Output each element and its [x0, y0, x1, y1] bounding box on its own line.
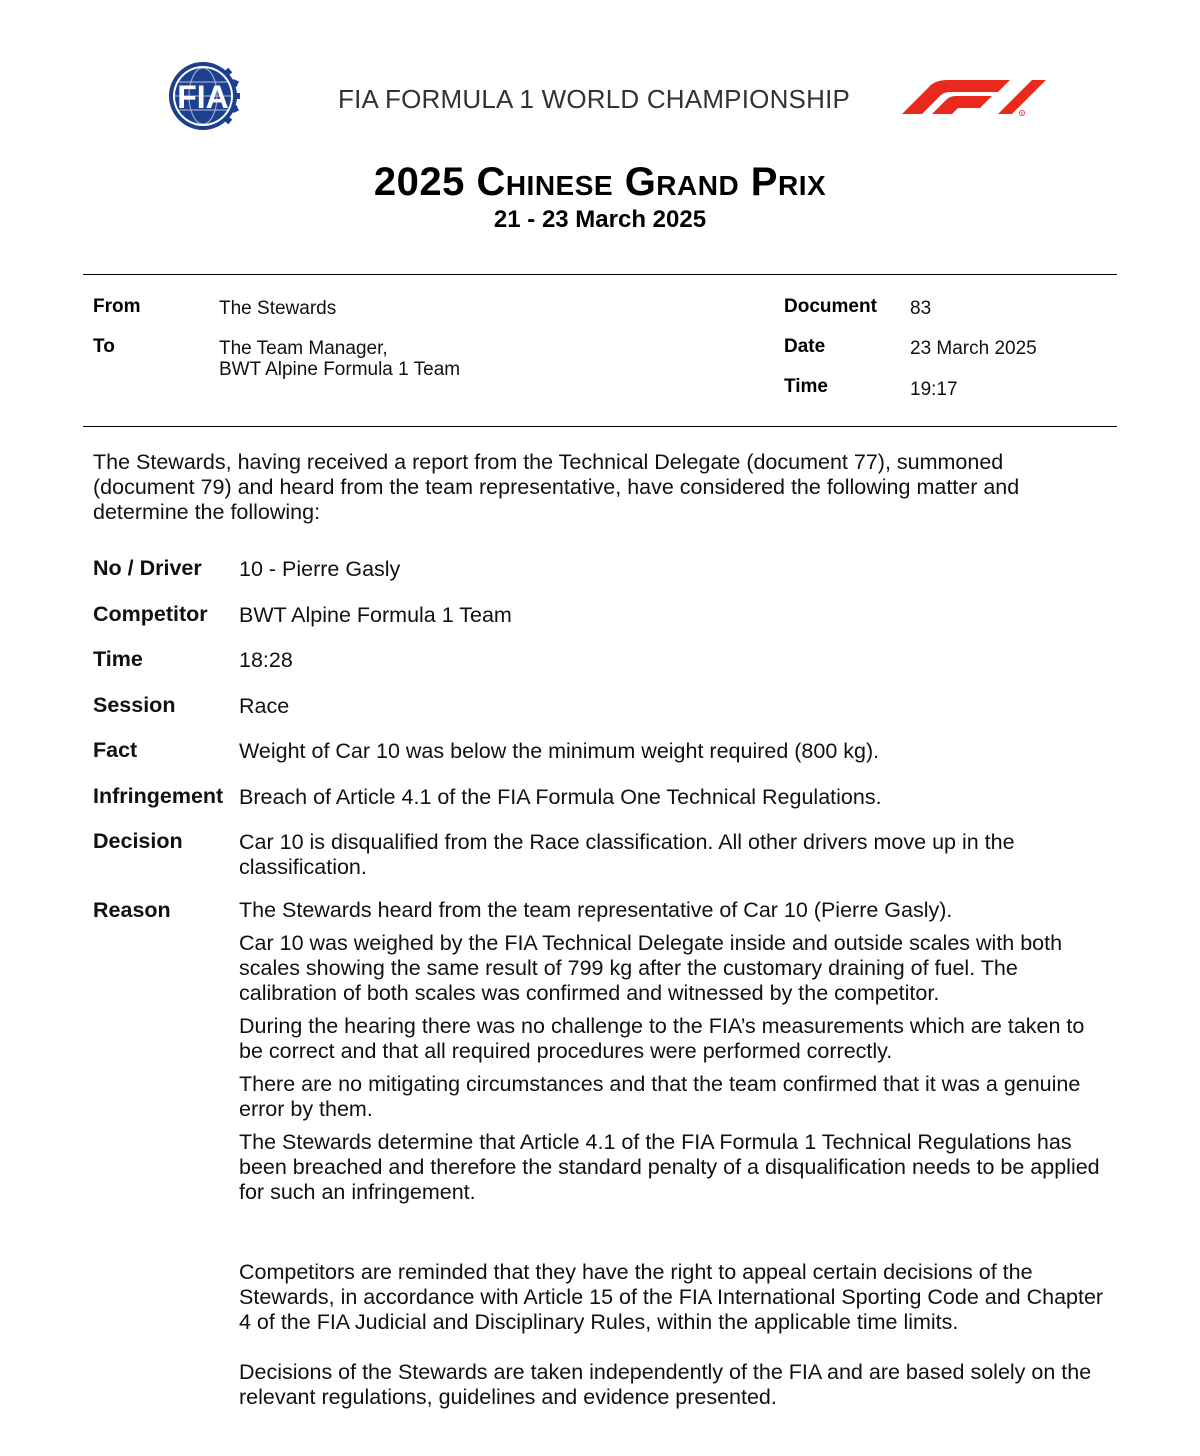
championship-title: FIA FORMULA 1 WORLD CHAMPIONSHIP [338, 84, 851, 114]
driver-label: No / Driver [93, 556, 202, 580]
from-value: The Stewards [219, 298, 337, 319]
reason-paragraph: There are no mitigating circumstances and that the team confirmed that it was a genuine error by them. [239, 1072, 1081, 1121]
competitor-value: BWT Alpine Formula 1 Team [239, 603, 512, 627]
fact-label: Fact [93, 738, 138, 762]
appeal-notice: Competitors are reminded that they have the right to appeal certain decisions of the Stewards, in accordance with Article 15 of the FIA International Sporting Code and Chapter 4 of the FIA Judicial and Disciplinary Rules, within the applicable time limits. [239, 1260, 1104, 1334]
infringement-label: Infringement [93, 784, 224, 808]
date-label: Date [784, 336, 826, 357]
f1-logo-icon [898, 76, 1048, 118]
incident-time-label: Time [93, 647, 143, 671]
fact-value: Weight of Car 10 was below the minimum weight required (800 kg). [239, 739, 880, 763]
driver-value: 10 - Pierre Gasly [239, 557, 401, 581]
document-label: Document [784, 296, 877, 317]
intro-paragraph: The Stewards, having received a report from the Technical Delegate (document 77), summoned (document 79) and heard from the team representative, have considered the following matter and determine the following: [93, 450, 1020, 524]
decision-label: Decision [93, 829, 183, 853]
decision-value: Car 10 is disqualified from the Race classification. All other drivers move up in the classification. [239, 830, 1015, 879]
from-label: From [93, 296, 141, 317]
incident-time-value: 18:28 [239, 648, 293, 672]
competitor-label: Competitor [93, 602, 208, 626]
time-value: 19:17 [910, 379, 958, 400]
session-value: Race [239, 694, 290, 718]
reason-label: Reason [93, 898, 171, 922]
grand-prix-dates: 21 - 23 March 2025 [493, 206, 707, 233]
fia-logo-icon [152, 60, 254, 132]
reason-paragraph: During the hearing there was no challenge to the FIA’s measurements which are taken to be correct and that all required procedures were performed correctly. [239, 1014, 1085, 1063]
fia-logo-text: FIA [177, 79, 229, 115]
reason-paragraph: The Stewards heard from the team representative of Car 10 (Pierre Gasly). [239, 898, 953, 922]
independence-notice: Decisions of the Stewards are taken independently of the FIA and are based solely on the relevant regulations, guidelines and evidence presented. [239, 1360, 1092, 1409]
time-label: Time [784, 376, 829, 397]
grand-prix-title: 2025 Chinese Grand Prix [373, 160, 827, 204]
header-divider-top [83, 274, 1117, 275]
infringement-value: Breach of Article 4.1 of the FIA Formula One Technical Regulations. [239, 785, 882, 809]
to-value-line2: BWT Alpine Formula 1 Team [219, 359, 461, 380]
to-label: To [93, 336, 115, 357]
date-value: 23 March 2025 [910, 338, 1037, 359]
svg-text:R: R [1020, 111, 1024, 116]
session-label: Session [93, 693, 176, 717]
reason-text [239, 898, 1109, 1213]
reason-paragraph: Car 10 was weighed by the FIA Technical Delegate inside and outside scales with both scales showing the same result of 799 kg after the customary draining of fuel. The calibration of both scales was confirmed and witnessed by the competitor. [239, 931, 1063, 1005]
reason-paragraph: The Stewards determine that Article 4.1 of the FIA Formula 1 Technical Regulations has been breached and therefore the standard penalty of a disqualification needs to be applied for such an infringement. [239, 1130, 1100, 1204]
to-value-line1: The Team Manager, [219, 338, 388, 359]
document-number: 83 [910, 298, 932, 319]
header-divider-bottom [83, 426, 1117, 427]
